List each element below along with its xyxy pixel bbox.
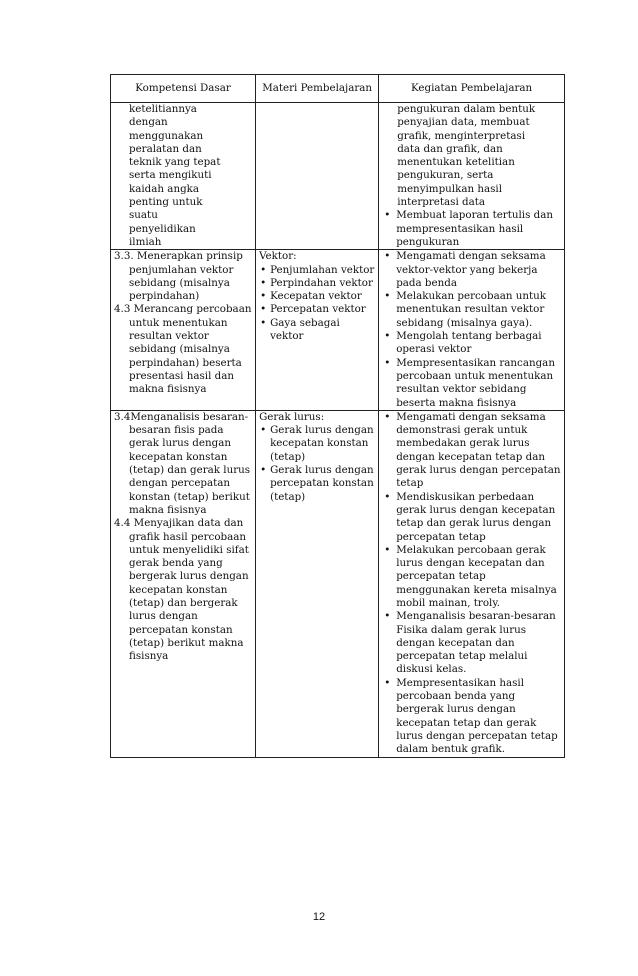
cell-kegiatan [379, 410, 565, 757]
kompetensi-text: prinsip penjumlahan vektor sebidang (misalnya perpindahan) [129, 250, 243, 303]
list-item [259, 264, 376, 277]
cell-materi [256, 410, 379, 757]
bullet-icon: • [260, 263, 267, 276]
header-kegiatan: Kegiatan Pembelajaran [379, 75, 565, 103]
bullet-icon: • [384, 543, 391, 556]
bullet-icon: • [384, 490, 391, 503]
list-item [382, 290, 562, 330]
list-item-text: Mempresentasikan rancangan percobaan untuk menentukan resultan vektor sebidang beserta makna fisisnya [396, 356, 555, 409]
cell-materi [256, 250, 379, 411]
text-line: interpretasi data [397, 196, 486, 209]
list-item-text: Gaya sebagai vektor [270, 316, 340, 343]
list-item [382, 330, 562, 357]
materi-title: Gerak lurus: [259, 410, 325, 423]
kompetensi-code: 3.3. Menerapkan [114, 250, 203, 263]
kompetensi-text: besaran-besaran fisis pada gerak lurus dengan kecepatan konstan (tetap) dan gerak lurus dengan percepatan konstan (tetap) berikut makna fisisnya [129, 410, 251, 516]
cell-materi [256, 103, 379, 250]
text-line: pengukuran, serta [397, 169, 494, 182]
bullet-icon: • [260, 303, 267, 316]
table-header-row [111, 75, 565, 103]
kompetensi-item [114, 303, 253, 396]
list-item [259, 290, 376, 303]
list-item [382, 357, 562, 410]
bullet-icon: • [260, 316, 267, 329]
text-line: penyelidikan [129, 222, 196, 235]
bullet-icon: • [384, 209, 391, 222]
kompetensi-item [114, 517, 253, 663]
bullet-icon: • [260, 276, 267, 289]
cell-kompetensi [111, 250, 256, 411]
kegiatan-list [382, 209, 562, 249]
materi-list [259, 424, 376, 504]
cell-kompetensi [111, 410, 256, 757]
text-line: penting untuk [129, 196, 203, 209]
list-item-text: Mengamati dengan seksama demonstrasi gerak untuk membedakan gerak lurus dengan kecepatan tetap dan gerak lurus dengan percepatan tetap [396, 410, 561, 490]
list-item-text: Mendiskusikan perbedaan gerak lurus dengan kecepatan tetap dan gerak lurus dengan percepatan tetap [396, 490, 556, 543]
cell-kegiatan [379, 103, 565, 250]
bullet-icon: • [260, 424, 267, 437]
list-item-text: Perpindahan vektor [270, 276, 373, 289]
bullet-icon: • [384, 610, 391, 623]
kegiatan-list [382, 411, 562, 757]
text-line: grafik, menginterpretasi [397, 129, 526, 142]
text-line: menyimpulkan hasil [397, 182, 503, 195]
list-item-text: Melakukan percobaan gerak lurus dengan kecepatan dan percepatan tetap menggunakan kereta misalnya mobil mainan, troly. [396, 543, 557, 609]
header-materi: Materi Pembelajaran [256, 75, 379, 103]
list-item [259, 317, 376, 344]
text-line: data dan grafik, dan [397, 142, 503, 155]
list-item [382, 250, 562, 290]
list-item-text: Melakukan percobaan untuk menentukan resultan vektor sebidang (misalnya gaya). [396, 290, 547, 329]
list-item [382, 677, 562, 757]
page-number: 12 [312, 911, 326, 923]
list-item [382, 544, 562, 610]
list-item [259, 424, 376, 464]
bullet-icon: • [384, 290, 391, 303]
list-item-text: Mengamati dengan seksama vektor-vektor yang bekerja pada benda [396, 250, 546, 289]
text-line: peralatan dan [129, 142, 202, 155]
kompetensi-item [114, 411, 253, 517]
list-item [382, 610, 562, 676]
table-row [111, 410, 565, 757]
bullet-icon: • [384, 410, 391, 423]
kompetensi-item [114, 250, 253, 303]
kegiatan-list [382, 250, 562, 410]
bullet-icon: • [260, 464, 267, 477]
list-item [259, 464, 376, 504]
text-line: menggunakan [129, 129, 204, 142]
text-line: penyajian data, membuat [397, 116, 530, 129]
text-line: ketelitiannya [129, 103, 197, 115]
text-line: menentukan ketelitian [397, 156, 515, 169]
kompetensi-text: dan grafik hasil percobaan untuk menyelidiki sifat gerak benda yang bergerak lurus dengan kecepatan konstan (tetap) dan bergerak lurus dengan percepatan konstan (tetap) berikut makna fisisnya [129, 517, 249, 663]
list-item-text: Membuat laporan tertulis dan mempresentasikan hasil pengukuran [396, 209, 553, 248]
header-kompetensi: Kompetensi Dasar [111, 75, 256, 103]
bullet-icon: • [384, 676, 391, 689]
list-item-text: Menganalisis besaran-besaran Fisika dalam gerak lurus dengan kecepatan dan percepatan tetap melalui diskusi kelas. [396, 610, 556, 676]
curriculum-table [110, 74, 565, 758]
list-item-text: Percepatan vektor [270, 303, 366, 316]
list-item-text: Gerak lurus dengan kecepatan konstan (tetap) [270, 424, 374, 463]
list-item-text: Mengolah tentang berbagai operasi vektor [396, 330, 542, 356]
kompetensi-text: percobaan untuk menentukan resultan vektor sebidang (misalnya perpindahan) beserta presentasi hasil dan makna fisisnya [129, 303, 252, 396]
kompetensi-text [114, 103, 253, 249]
text-line: pengukuran dalam bentuk [397, 103, 536, 115]
list-item-text: Gerak lurus dengan percepatan konstan (tetap) [270, 464, 374, 503]
list-item [259, 277, 376, 290]
cell-kompetensi [111, 103, 256, 250]
bullet-icon: • [384, 330, 391, 343]
list-item-text: Penjumlahan vektor [270, 263, 375, 276]
table-row [111, 103, 565, 250]
kompetensi-code: 4.4 Menyajikan data [114, 517, 221, 530]
kompetensi-code: 3.4Menganalisis [114, 410, 200, 423]
table-row [111, 250, 565, 411]
list-item-text: Mempresentasikan hasil percobaan benda yang bergerak lurus dengan kecepatan tetap dan gerak lurus dengan percepatan tetap dalam bentuk grafik. [396, 676, 558, 756]
text-line: serta mengikuti [129, 169, 212, 182]
text-line: teknik yang tepat [129, 156, 221, 169]
kegiatan-continuation [382, 103, 562, 209]
list-item-text: Kecepatan vektor [270, 290, 362, 303]
list-item [382, 491, 562, 544]
materi-title: Vektor: [259, 250, 297, 263]
cell-kegiatan [379, 250, 565, 411]
text-line: kaidah angka [129, 182, 200, 195]
materi-list [259, 264, 376, 344]
bullet-icon: • [260, 290, 267, 303]
list-item [259, 303, 376, 316]
kompetensi-code: 4.3 Merancang [114, 303, 194, 316]
bullet-icon: • [384, 250, 391, 263]
list-item [382, 209, 562, 249]
text-line: ilmiah [129, 235, 162, 248]
text-line: suatu [129, 209, 158, 222]
text-line: dengan [129, 116, 168, 129]
bullet-icon: • [384, 356, 391, 369]
list-item [382, 411, 562, 491]
